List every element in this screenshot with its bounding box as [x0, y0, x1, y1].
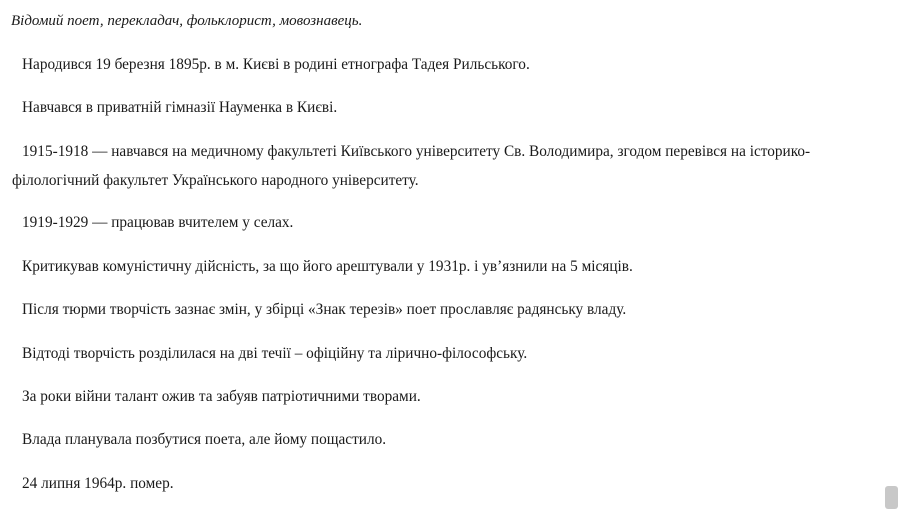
paragraph-death: 24 липня 1964р. помер. — [22, 475, 174, 492]
paragraph-birth: Народився 19 березня 1895р. в м. Києві в родині етнографа Тадея Рильського. — [22, 56, 530, 73]
paragraph-teacher: 1919-1929 — працював вчителем у селах. — [22, 214, 294, 231]
scrollbar-thumb[interactable] — [885, 486, 898, 509]
paragraph-war-years: За роки війни талант ожив та забуяв патріотичними творами. — [22, 388, 421, 405]
paragraph-after-prison: Після тюрми творчість зазнає змін, у збірці «Знак терезів» поет прославляє радянську владу. — [22, 301, 627, 318]
paragraph-university: 1915-1918 — навчався на медичному факультеті Київського університету Св. Володимира, згодом перевівся на історико-філологічний факультет Українського народного університету. — [12, 143, 811, 189]
paragraph-two-streams: Відтоді творчість розділилася на дві течії – офіційну та лірично-філософську. — [22, 345, 528, 362]
paragraph-gymnasium: Навчався в приватній гімназії Науменка в Києві. — [22, 99, 338, 116]
subtitle: Відомий поет, перекладач, фольклорист, мовознавець. — [11, 13, 363, 29]
paragraph-arrest: Критикував комуністичну дійсність, за що його арештували у 1931р. і ув’язнили на 5 місяців. — [22, 258, 633, 275]
paragraph-authorities: Влада планувала позбутися поета, але йому пощастило. — [22, 431, 387, 448]
